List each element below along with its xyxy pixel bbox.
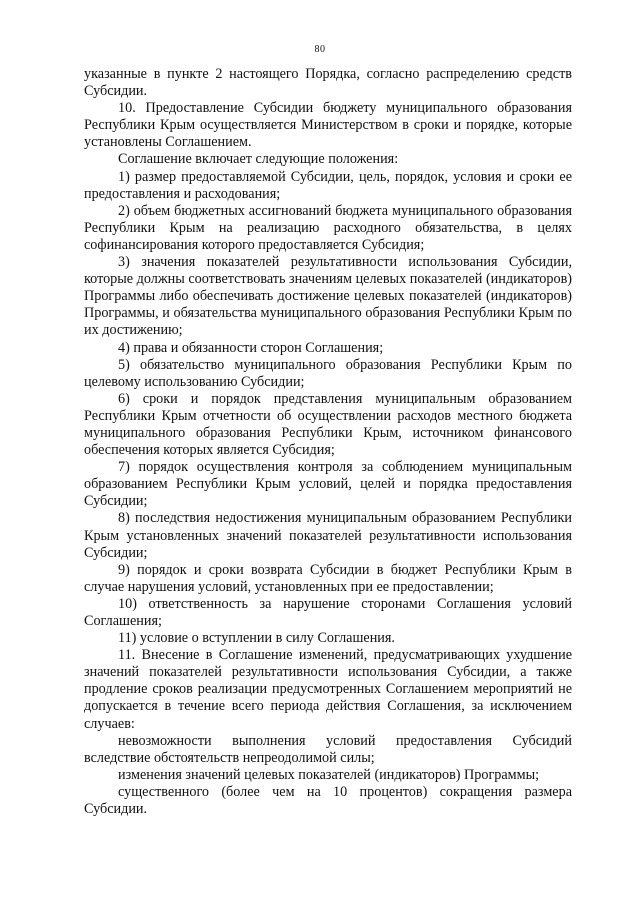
- list-item-2: 2) объем бюджетных ассигнований бюджета муниципального образования Республики Крым на реализацию расходного обязательства, в целях софинансирования которого предоставляется Субсидия;: [84, 202, 572, 253]
- document-body: [84, 66, 572, 818]
- paragraph-agreement-intro: Соглашение включает следующие положения:: [118, 151, 399, 168]
- list-item-9: 9) порядок и сроки возврата Субсидии в бюджет Республики Крым в случае нарушения условий, установленных при ее предоставлении;: [84, 561, 572, 595]
- list-item-7: 7) порядок осуществления контроля за соблюдением муниципальным образованием Республики Крым условий, целей и порядка предоставления Субсидии;: [84, 459, 572, 510]
- list-item-6: 6) сроки и порядок представления муниципальным образованием Республики Крым отчетности об осуществлении расходов местного бюджета муниципального образования Республики Крым, источником финансового обеспечения которых является Субсидия;: [84, 390, 572, 459]
- list-item-10: 10) ответственность за нарушение сторонами Соглашения условий Соглашения;: [84, 595, 572, 629]
- list-item-4: 4) права и обязанности сторон Соглашения;: [118, 339, 384, 356]
- list-item-3: 3) значения показателей результативности использования Субсидии, которые должны соответствовать значениям целевых показателей (индикаторов) Программы либо обеспечивать достижение целевых показателей (индикаторов) Программы, и обязательства муниципального образования Республики Крым по их достижению;: [84, 254, 572, 339]
- list-item-8: 8) последствия недостижения муниципальным образованием Республики Крым установленных значений показателей результативности использования Субсидии;: [84, 510, 572, 561]
- exception-item-3: существенного (более чем на 10 процентов) сокращения размера Субсидии.: [84, 783, 572, 818]
- paragraph-clause-10: 10. Предоставление Субсидии бюджету муниципального образования Республики Крым осуществляется Министерством в сроки и порядке, которые установлены Соглашением.: [84, 100, 572, 151]
- list-item-5: 5) обязательство муниципального образования Республики Крым по целевому использованию Субсидии;: [84, 356, 572, 390]
- exception-item-2: изменения значений целевых показателей (индикаторов) Программы;: [118, 766, 540, 783]
- exception-item-1: невозможности выполнения условий предоставления Субсидий вследствие обстоятельств непреодолимой силы;: [84, 732, 572, 766]
- page-number: 80: [314, 44, 326, 55]
- list-item-1: 1) размер предоставляемой Субсидии, цель, порядок, условия и сроки ее предоставления и расходования;: [84, 168, 572, 202]
- paragraph-clause-11: 11. Внесение в Соглашение изменений, предусматривающих ухудшение значений показателей результативности использования Субсидии, а также продление сроков реализации предусмотренных Соглашением мероприятий не допускается в течение всего периода действия Соглашения, за исключением случаев:: [84, 647, 572, 732]
- paragraph-continuation: указанные в пункте 2 настоящего Порядка, согласно распределению средств Субсидии.: [84, 66, 572, 100]
- list-item-11: 11) условие о вступлении в силу Соглашения.: [118, 630, 395, 647]
